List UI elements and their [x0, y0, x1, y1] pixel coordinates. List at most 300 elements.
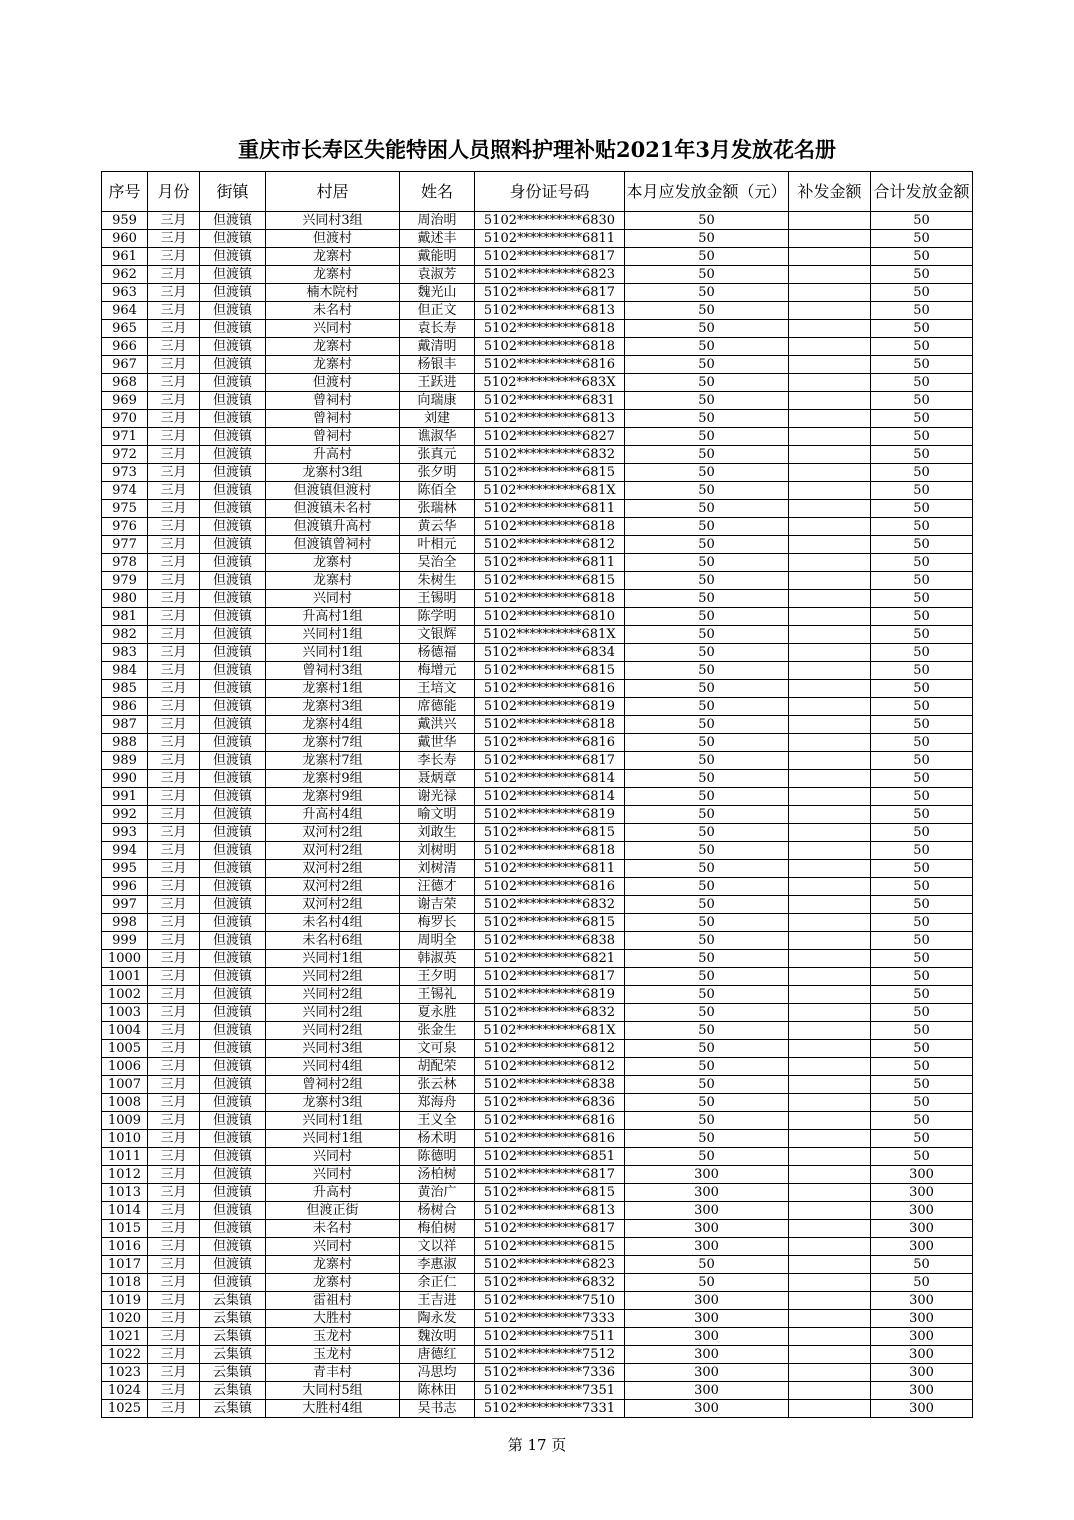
cell-id: 5102**********6815 [475, 824, 625, 842]
cell-town: 但渡镇 [200, 788, 266, 806]
cell-total: 50 [871, 446, 973, 464]
cell-id: 5102**********7510 [475, 1292, 625, 1310]
cell-total: 50 [871, 770, 973, 788]
cell-name: 韩淑英 [400, 950, 475, 968]
cell-seq: 1022 [102, 1346, 148, 1364]
cell-village: 兴同村 [266, 1238, 400, 1256]
cell-month: 三月 [148, 284, 200, 302]
cell-seq: 993 [102, 824, 148, 842]
cell-name: 夏永胜 [400, 1004, 475, 1022]
cell-seq: 970 [102, 410, 148, 428]
cell-seq: 981 [102, 608, 148, 626]
cell-name: 文以祥 [400, 1238, 475, 1256]
cell-town: 但渡镇 [200, 1220, 266, 1238]
cell-town: 但渡镇 [200, 374, 266, 392]
cell-supplement [789, 770, 871, 788]
cell-amount: 300 [625, 1202, 789, 1220]
cell-supplement [789, 338, 871, 356]
cell-town: 但渡镇 [200, 626, 266, 644]
cell-town: 云集镇 [200, 1346, 266, 1364]
cell-total: 50 [871, 860, 973, 878]
cell-name: 文银辉 [400, 626, 475, 644]
cell-amount: 50 [625, 1148, 789, 1166]
cell-name: 陈德明 [400, 1148, 475, 1166]
cell-supplement [789, 500, 871, 518]
cell-name: 陶永发 [400, 1310, 475, 1328]
cell-month: 三月 [148, 392, 200, 410]
cell-village: 但渡镇曾祠村 [266, 536, 400, 554]
cell-town: 但渡镇 [200, 716, 266, 734]
cell-village: 双河村2组 [266, 860, 400, 878]
cell-name: 杨树合 [400, 1202, 475, 1220]
table-row [102, 1310, 973, 1328]
table-row [102, 446, 973, 464]
cell-town: 但渡镇 [200, 284, 266, 302]
cell-supplement [789, 608, 871, 626]
cell-supplement [789, 356, 871, 374]
table-row [102, 482, 973, 500]
cell-supplement [789, 1166, 871, 1184]
cell-total: 50 [871, 356, 973, 374]
cell-id: 5102**********6827 [475, 428, 625, 446]
cell-id: 5102**********6831 [475, 392, 625, 410]
table-row [102, 608, 973, 626]
cell-amount: 50 [625, 212, 789, 230]
cell-total: 50 [871, 752, 973, 770]
cell-supplement [789, 698, 871, 716]
cell-id: 5102**********6823 [475, 1256, 625, 1274]
cell-town: 但渡镇 [200, 1274, 266, 1292]
cell-village: 兴同村1组 [266, 626, 400, 644]
cell-amount: 50 [625, 410, 789, 428]
cell-total: 50 [871, 392, 973, 410]
table-row [102, 878, 973, 896]
table-row [102, 374, 973, 392]
cell-village: 双河村2组 [266, 896, 400, 914]
cell-total: 300 [871, 1346, 973, 1364]
cell-town: 但渡镇 [200, 914, 266, 932]
cell-month: 三月 [148, 482, 200, 500]
cell-town: 但渡镇 [200, 968, 266, 986]
cell-supplement [789, 752, 871, 770]
col-header-total: 合计发放金额 [871, 172, 973, 212]
cell-town: 但渡镇 [200, 986, 266, 1004]
cell-id: 5102**********6818 [475, 590, 625, 608]
cell-month: 三月 [148, 554, 200, 572]
cell-id: 5102**********6834 [475, 644, 625, 662]
cell-village: 兴同村 [266, 320, 400, 338]
table-row [102, 1148, 973, 1166]
cell-town: 但渡镇 [200, 554, 266, 572]
table-row [102, 1094, 973, 1112]
cell-town: 但渡镇 [200, 590, 266, 608]
cell-seq: 987 [102, 716, 148, 734]
cell-id: 5102**********6813 [475, 1202, 625, 1220]
cell-supplement [789, 374, 871, 392]
cell-amount: 50 [625, 590, 789, 608]
cell-id: 5102**********6819 [475, 986, 625, 1004]
cell-name: 张真元 [400, 446, 475, 464]
cell-village: 玉龙村 [266, 1328, 400, 1346]
cell-name: 杨术明 [400, 1130, 475, 1148]
cell-seq: 1002 [102, 986, 148, 1004]
cell-name: 向瑞康 [400, 392, 475, 410]
cell-town: 但渡镇 [200, 1238, 266, 1256]
cell-name: 陈林田 [400, 1382, 475, 1400]
col-header-supplement: 补发金额 [789, 172, 871, 212]
cell-month: 三月 [148, 446, 200, 464]
cell-town: 但渡镇 [200, 464, 266, 482]
cell-id: 5102**********6817 [475, 1166, 625, 1184]
cell-town: 但渡镇 [200, 806, 266, 824]
cell-month: 三月 [148, 1274, 200, 1292]
cell-supplement [789, 482, 871, 500]
cell-seq: 961 [102, 248, 148, 266]
cell-name: 戴能明 [400, 248, 475, 266]
cell-village: 未名村 [266, 1220, 400, 1238]
cell-total: 300 [871, 1364, 973, 1382]
cell-supplement [789, 806, 871, 824]
cell-seq: 1003 [102, 1004, 148, 1022]
cell-total: 50 [871, 1094, 973, 1112]
cell-month: 三月 [148, 968, 200, 986]
cell-amount: 50 [625, 392, 789, 410]
cell-supplement [789, 842, 871, 860]
cell-amount: 50 [625, 374, 789, 392]
cell-month: 三月 [148, 932, 200, 950]
cell-id: 5102**********6813 [475, 410, 625, 428]
cell-month: 三月 [148, 1346, 200, 1364]
cell-id: 5102**********6814 [475, 770, 625, 788]
cell-seq: 967 [102, 356, 148, 374]
cell-id: 5102**********6814 [475, 788, 625, 806]
cell-village: 曾祠村3组 [266, 662, 400, 680]
cell-village: 龙寨村 [266, 572, 400, 590]
cell-supplement [789, 1022, 871, 1040]
cell-seq: 983 [102, 644, 148, 662]
cell-village: 大同村5组 [266, 1382, 400, 1400]
cell-seq: 1023 [102, 1364, 148, 1382]
cell-amount: 50 [625, 446, 789, 464]
cell-name: 刘敢生 [400, 824, 475, 842]
cell-name: 李惠淑 [400, 1256, 475, 1274]
cell-month: 三月 [148, 266, 200, 284]
table-row [102, 1256, 973, 1274]
cell-id: 5102**********6815 [475, 572, 625, 590]
cell-supplement [789, 932, 871, 950]
cell-name: 刘建 [400, 410, 475, 428]
table-row [102, 554, 973, 572]
cell-name: 周明全 [400, 932, 475, 950]
cell-name: 朱树生 [400, 572, 475, 590]
cell-total: 300 [871, 1166, 973, 1184]
cell-seq: 998 [102, 914, 148, 932]
cell-supplement [789, 1292, 871, 1310]
cell-month: 三月 [148, 464, 200, 482]
cell-village: 兴同村3组 [266, 212, 400, 230]
cell-town: 但渡镇 [200, 320, 266, 338]
cell-month: 三月 [148, 1238, 200, 1256]
cell-month: 三月 [148, 1202, 200, 1220]
cell-supplement [789, 1364, 871, 1382]
cell-village: 大胜村 [266, 1310, 400, 1328]
cell-month: 三月 [148, 518, 200, 536]
cell-month: 三月 [148, 878, 200, 896]
cell-id: 5102**********7333 [475, 1310, 625, 1328]
cell-village: 双河村2组 [266, 842, 400, 860]
cell-amount: 300 [625, 1346, 789, 1364]
cell-total: 50 [871, 1130, 973, 1148]
cell-seq: 985 [102, 680, 148, 698]
cell-id: 5102**********6812 [475, 1040, 625, 1058]
table-row [102, 590, 973, 608]
cell-supplement [789, 1346, 871, 1364]
cell-id: 5102**********6811 [475, 230, 625, 248]
cell-id: 5102**********6832 [475, 446, 625, 464]
cell-village: 曾祠村 [266, 410, 400, 428]
cell-town: 但渡镇 [200, 1166, 266, 1184]
cell-name: 吴书志 [400, 1400, 475, 1418]
cell-name: 戴洪兴 [400, 716, 475, 734]
cell-total: 50 [871, 680, 973, 698]
cell-town: 但渡镇 [200, 842, 266, 860]
cell-month: 三月 [148, 1112, 200, 1130]
cell-amount: 300 [625, 1166, 789, 1184]
cell-seq: 1014 [102, 1202, 148, 1220]
cell-month: 三月 [148, 950, 200, 968]
cell-supplement [789, 1112, 871, 1130]
cell-total: 50 [871, 1256, 973, 1274]
cell-supplement [789, 680, 871, 698]
cell-id: 5102**********6851 [475, 1148, 625, 1166]
cell-total: 300 [871, 1328, 973, 1346]
cell-amount: 50 [625, 950, 789, 968]
cell-month: 三月 [148, 752, 200, 770]
cell-seq: 975 [102, 500, 148, 518]
cell-seq: 1018 [102, 1274, 148, 1292]
cell-seq: 995 [102, 860, 148, 878]
cell-amount: 50 [625, 806, 789, 824]
cell-id: 5102**********7331 [475, 1400, 625, 1418]
cell-month: 三月 [148, 572, 200, 590]
cell-total: 50 [871, 320, 973, 338]
cell-amount: 50 [625, 464, 789, 482]
cell-total: 50 [871, 986, 973, 1004]
cell-id: 5102**********6836 [475, 1094, 625, 1112]
cell-month: 三月 [148, 320, 200, 338]
cell-month: 三月 [148, 536, 200, 554]
cell-name: 梅增元 [400, 662, 475, 680]
cell-amount: 50 [625, 284, 789, 302]
cell-town: 但渡镇 [200, 932, 266, 950]
table-row [102, 248, 973, 266]
cell-town: 但渡镇 [200, 482, 266, 500]
table-row [102, 212, 973, 230]
cell-total: 300 [871, 1292, 973, 1310]
table-row [102, 896, 973, 914]
cell-name: 王义全 [400, 1112, 475, 1130]
table-row [102, 410, 973, 428]
cell-amount: 50 [625, 896, 789, 914]
cell-name: 黄云华 [400, 518, 475, 536]
cell-amount: 300 [625, 1220, 789, 1238]
cell-amount: 300 [625, 1364, 789, 1382]
cell-month: 三月 [148, 500, 200, 518]
cell-total: 50 [871, 788, 973, 806]
cell-month: 三月 [148, 374, 200, 392]
cell-seq: 971 [102, 428, 148, 446]
cell-name: 刘树清 [400, 860, 475, 878]
cell-village: 双河村2组 [266, 824, 400, 842]
cell-month: 三月 [148, 1076, 200, 1094]
cell-name: 张瑞林 [400, 500, 475, 518]
cell-month: 三月 [148, 1148, 200, 1166]
cell-seq: 973 [102, 464, 148, 482]
cell-village: 大胜村4组 [266, 1400, 400, 1418]
cell-supplement [789, 1058, 871, 1076]
cell-seq: 978 [102, 554, 148, 572]
cell-name: 吴治全 [400, 554, 475, 572]
cell-seq: 974 [102, 482, 148, 500]
cell-seq: 1016 [102, 1238, 148, 1256]
cell-supplement [789, 248, 871, 266]
cell-total: 50 [871, 590, 973, 608]
table-row [102, 968, 973, 986]
cell-supplement [789, 230, 871, 248]
cell-name: 张金生 [400, 1022, 475, 1040]
table-row [102, 806, 973, 824]
cell-name: 魏光山 [400, 284, 475, 302]
cell-month: 三月 [148, 788, 200, 806]
cell-total: 50 [871, 950, 973, 968]
cell-supplement [789, 266, 871, 284]
cell-id: 5102**********6830 [475, 212, 625, 230]
table-row [102, 1166, 973, 1184]
cell-total: 50 [871, 554, 973, 572]
cell-village: 龙寨村 [266, 1256, 400, 1274]
cell-id: 5102**********7336 [475, 1364, 625, 1382]
cell-village: 升高村1组 [266, 608, 400, 626]
cell-name: 王吉进 [400, 1292, 475, 1310]
cell-supplement [789, 392, 871, 410]
cell-supplement [789, 1202, 871, 1220]
cell-month: 三月 [148, 1058, 200, 1076]
cell-village: 龙寨村 [266, 248, 400, 266]
cell-id: 5102**********6823 [475, 266, 625, 284]
table-row [102, 932, 973, 950]
cell-seq: 980 [102, 590, 148, 608]
cell-month: 三月 [148, 1292, 200, 1310]
cell-name: 戴清明 [400, 338, 475, 356]
cell-seq: 1019 [102, 1292, 148, 1310]
table-row [102, 1004, 973, 1022]
cell-name: 王跃进 [400, 374, 475, 392]
cell-name: 黄治广 [400, 1184, 475, 1202]
cell-town: 但渡镇 [200, 1112, 266, 1130]
cell-amount: 50 [625, 860, 789, 878]
cell-month: 三月 [148, 824, 200, 842]
cell-amount: 300 [625, 1310, 789, 1328]
cell-id: 5102**********6816 [475, 734, 625, 752]
cell-supplement [789, 860, 871, 878]
cell-supplement [789, 1400, 871, 1418]
cell-id: 5102**********7511 [475, 1328, 625, 1346]
cell-total: 50 [871, 338, 973, 356]
table-row [102, 950, 973, 968]
cell-name: 戴述丰 [400, 230, 475, 248]
cell-supplement [789, 1094, 871, 1112]
table-row [102, 1112, 973, 1130]
cell-name: 周治明 [400, 212, 475, 230]
cell-supplement [789, 716, 871, 734]
cell-name: 文可泉 [400, 1040, 475, 1058]
cell-month: 三月 [148, 842, 200, 860]
cell-month: 三月 [148, 1310, 200, 1328]
cell-village: 龙寨村 [266, 356, 400, 374]
cell-id: 5102**********6819 [475, 698, 625, 716]
cell-seq: 1025 [102, 1400, 148, 1418]
cell-name: 喻文明 [400, 806, 475, 824]
cell-total: 300 [871, 1220, 973, 1238]
cell-amount: 50 [625, 662, 789, 680]
cell-seq: 991 [102, 788, 148, 806]
cell-town: 但渡镇 [200, 1076, 266, 1094]
table-row [102, 734, 973, 752]
cell-total: 50 [871, 932, 973, 950]
cell-month: 三月 [148, 428, 200, 446]
cell-town: 但渡镇 [200, 860, 266, 878]
table-row [102, 464, 973, 482]
cell-seq: 1001 [102, 968, 148, 986]
cell-total: 50 [871, 374, 973, 392]
cell-village: 龙寨村3组 [266, 1094, 400, 1112]
cell-id: 5102**********6810 [475, 608, 625, 626]
cell-name: 李长寿 [400, 752, 475, 770]
cell-supplement [789, 284, 871, 302]
cell-month: 三月 [148, 302, 200, 320]
cell-amount: 50 [625, 986, 789, 1004]
cell-supplement [789, 464, 871, 482]
col-header-month: 月份 [148, 172, 200, 212]
cell-month: 三月 [148, 806, 200, 824]
cell-village: 龙寨村 [266, 554, 400, 572]
cell-amount: 50 [625, 554, 789, 572]
cell-id: 5102**********6813 [475, 302, 625, 320]
cell-amount: 50 [625, 680, 789, 698]
cell-town: 但渡镇 [200, 698, 266, 716]
cell-village: 龙寨村4组 [266, 716, 400, 734]
cell-month: 三月 [148, 860, 200, 878]
cell-village: 但渡村 [266, 230, 400, 248]
cell-village: 兴同村3组 [266, 1040, 400, 1058]
cell-supplement [789, 212, 871, 230]
cell-name: 聂炳章 [400, 770, 475, 788]
cell-total: 50 [871, 518, 973, 536]
table-row [102, 572, 973, 590]
table-row [102, 1364, 973, 1382]
table-row [102, 770, 973, 788]
cell-month: 三月 [148, 1400, 200, 1418]
cell-name: 余正仁 [400, 1274, 475, 1292]
cell-seq: 988 [102, 734, 148, 752]
cell-village: 雷祖村 [266, 1292, 400, 1310]
cell-town: 但渡镇 [200, 1022, 266, 1040]
cell-supplement [789, 644, 871, 662]
cell-total: 50 [871, 284, 973, 302]
cell-total: 50 [871, 230, 973, 248]
cell-town: 但渡镇 [200, 1004, 266, 1022]
table-row [102, 1058, 973, 1076]
